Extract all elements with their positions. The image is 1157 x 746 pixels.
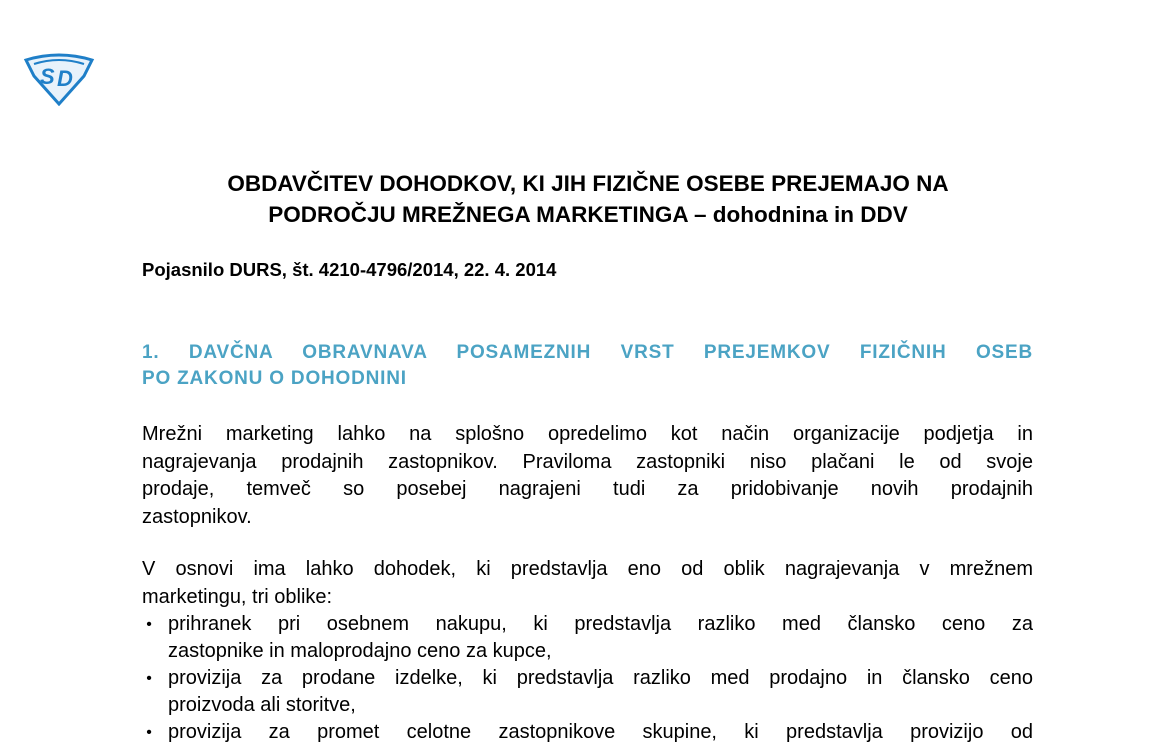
paragraph-line: prodaje, temveč so posebej nagrajeni tudi za pridobivanje novih prodajnih bbox=[142, 478, 1033, 500]
list-item-line: prihranek pri osebnem nakupu, ki predstavlja razliko med člansko ceno za bbox=[168, 613, 1033, 635]
list-item-line: provizija za promet celotne zastopnikove skupine, ki predstavlja provizijo od bbox=[168, 721, 1033, 743]
paragraph-network-marketing-definition bbox=[142, 421, 1033, 531]
title-line-1: OBDAVČITEV DOHODKOV, KI JIH FIZIČNE OSEBE PREJEMAJO NA bbox=[227, 171, 949, 196]
list-item-line: proizvoda ali storitve, bbox=[168, 694, 356, 716]
sd-logo-icon bbox=[22, 50, 96, 106]
list-item-line: zastopnike in maloprodajno ceno za kupce, bbox=[168, 640, 552, 662]
list-item-line: provizija za prodane izdelke, ki predstavlja razliko med prodajno in člansko ceno bbox=[168, 667, 1033, 689]
list-item bbox=[142, 719, 1033, 746]
paragraph-line: V osnovi ima lahko dohodek, ki predstavlja eno od oblik nagrajevanja v mrežnem bbox=[142, 558, 1033, 580]
paragraph-line: marketingu, tri oblike: bbox=[142, 585, 333, 608]
bullet-icon: • bbox=[146, 616, 152, 633]
paragraph-line: Mrežni marketing lahko na splošno opredelimo kot način organizacije podjetja in bbox=[142, 423, 1033, 445]
bullet-icon: • bbox=[146, 724, 152, 741]
list-item bbox=[142, 665, 1033, 719]
paragraph-income-forms-intro bbox=[142, 556, 1033, 611]
section-heading-line-2: PO ZAKONU O DOHODNINI bbox=[142, 368, 407, 389]
paragraph-line: nagrajevanja prodajnih zastopnikov. Praviloma zastopniki niso plačani le od svoje bbox=[142, 450, 1033, 473]
list-item bbox=[142, 611, 1033, 665]
income-forms-list bbox=[142, 611, 1033, 746]
title-line-2: PODROČJU MREŽNEGA MARKETINGA – dohodnina in DDV bbox=[268, 202, 908, 227]
svg-text:D: D bbox=[57, 66, 73, 91]
bullet-icon: • bbox=[146, 670, 152, 687]
section-1-heading bbox=[142, 340, 1033, 392]
paragraph-line: zastopnikov. bbox=[142, 505, 252, 528]
document-title bbox=[120, 168, 1056, 230]
svg-text:S: S bbox=[40, 64, 55, 89]
document-subtitle: Pojasnilo DURS, št. 4210-4796/2014, 22. 4. 2014 bbox=[142, 259, 557, 280]
section-heading-line-1: 1. DAVČNA OBRAVNAVA POSAMEZNIH VRST PREJEMKOV FIZIČNIH OSEB bbox=[142, 342, 1033, 363]
